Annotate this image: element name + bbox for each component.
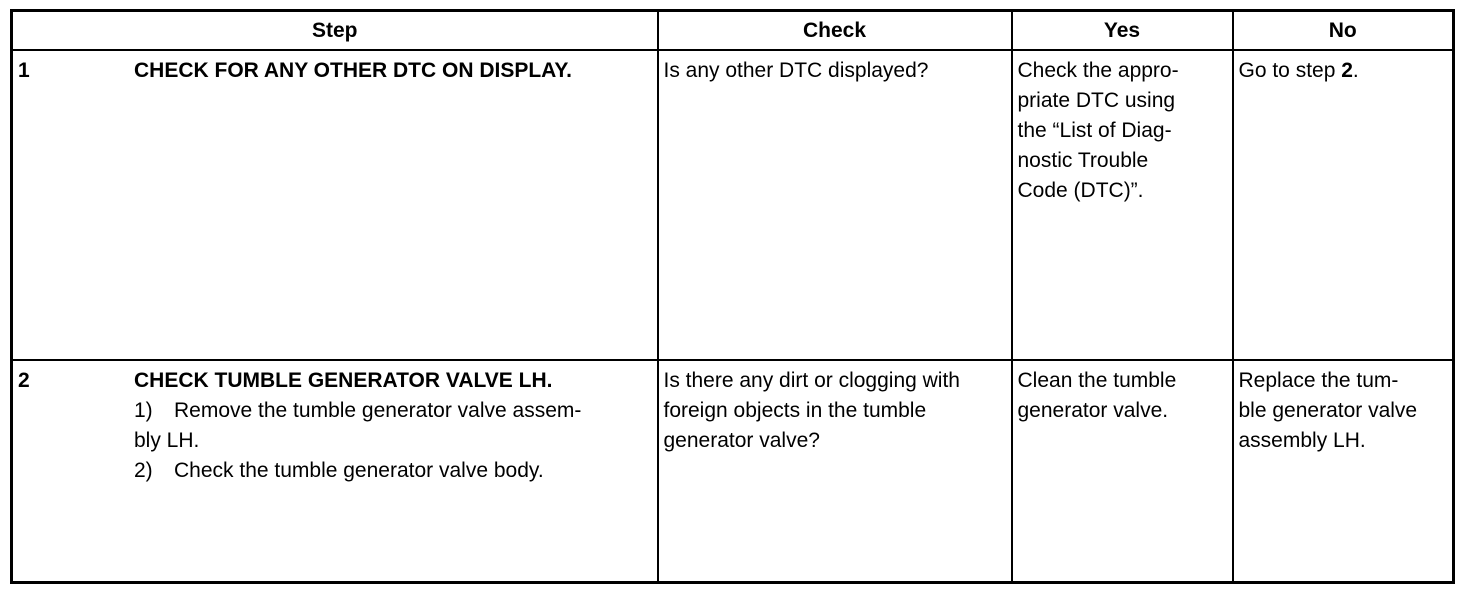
yes-cell <box>1012 360 1233 583</box>
no-line: ble generator valve <box>1238 399 1418 422</box>
yes-line: Clean the tumble <box>1017 369 1177 392</box>
step-title: CHECK FOR ANY OTHER DTC ON DISPLAY. <box>134 59 572 82</box>
header-check: Check <box>658 11 1012 51</box>
substep-number: 1) <box>134 399 153 422</box>
table-row <box>12 360 1454 583</box>
yes-line: Code (DTC)”. <box>1017 179 1144 202</box>
header-yes: Yes <box>1012 11 1233 51</box>
no-line: assembly LH. <box>1238 429 1366 452</box>
check-line: generator valve? <box>663 429 820 452</box>
no-cell <box>1233 360 1454 583</box>
substep-text: Check the tumble generator valve body. <box>174 459 544 482</box>
no-text <box>1239 56 1449 86</box>
table-row <box>12 50 1454 360</box>
check-text: Is any other DTC displayed? <box>663 59 929 82</box>
no-step-ref: 2 <box>1341 59 1353 82</box>
substep-continuation: bly LH. <box>134 429 200 452</box>
substep-text: Remove the tumble generator valve assem- <box>174 399 582 422</box>
no-line: Replace the tum- <box>1238 369 1399 392</box>
yes-cell <box>1012 50 1233 360</box>
step-body <box>134 366 653 486</box>
header-no: No <box>1233 11 1454 51</box>
step-content <box>18 366 653 486</box>
header-row <box>12 11 1454 51</box>
check-line: Is there any dirt or clogging with <box>663 369 960 392</box>
yes-line: nostic Trouble <box>1017 149 1149 172</box>
step-body <box>134 56 653 86</box>
check-line: foreign objects in the tumble <box>663 399 927 422</box>
no-suffix: . <box>1352 59 1359 82</box>
step-cell <box>12 50 658 360</box>
no-cell <box>1233 50 1454 360</box>
step-title: CHECK TUMBLE GENERATOR VALVE LH. <box>134 369 553 392</box>
check-cell <box>658 360 1012 583</box>
step-content <box>18 56 653 86</box>
step-cell <box>12 360 658 583</box>
diagnostic-table <box>10 9 1455 584</box>
check-cell <box>658 50 1012 360</box>
step-number: 2 <box>18 369 30 392</box>
yes-line: the “List of Diag- <box>1017 119 1172 142</box>
no-prefix: Go to step <box>1238 59 1342 82</box>
yes-line: Check the appro- <box>1017 59 1179 82</box>
step-number: 1 <box>18 59 30 82</box>
substep <box>134 396 653 426</box>
yes-line: priate DTC using <box>1017 89 1176 112</box>
header-step: Step <box>12 11 658 51</box>
yes-line: generator valve. <box>1017 399 1169 422</box>
substep-number: 2) <box>134 459 153 482</box>
substep <box>134 456 653 486</box>
